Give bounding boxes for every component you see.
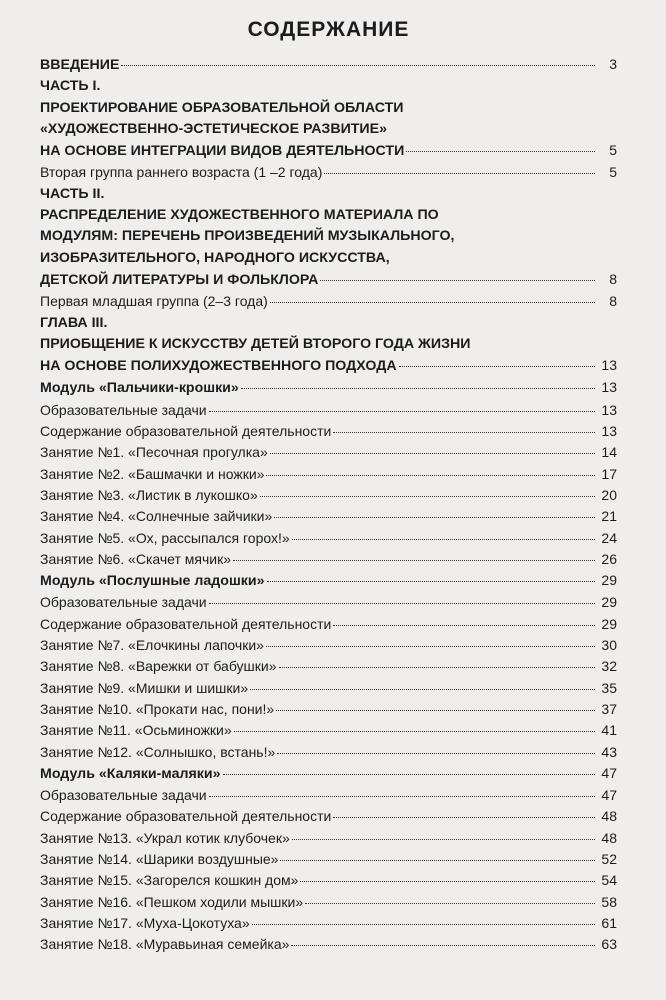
toc-entry-label: Модуль «Послушные ладошки» xyxy=(40,573,265,590)
toc-entry-label: Модуль «Каляки-маляки» xyxy=(40,765,221,782)
toc-entry-label: Образовательные задачи xyxy=(40,594,207,611)
toc-entry xyxy=(40,656,617,677)
dot-leader xyxy=(320,280,595,281)
dot-leader xyxy=(209,411,595,412)
toc-entry xyxy=(40,313,617,334)
dot-leader xyxy=(250,689,595,690)
toc-page-number: 47 xyxy=(601,787,617,804)
toc-entry-label: Занятие №18. «Муравьиная семейка» xyxy=(40,936,290,953)
toc-entry-label: Занятие №13. «Украл котик клубочек» xyxy=(40,829,290,846)
toc-entry-label: Образовательные задачи xyxy=(40,401,207,418)
dot-leader xyxy=(252,924,595,925)
toc-entry-label: Занятие №7. «Елочкины лапочки» xyxy=(40,637,264,654)
dot-leader xyxy=(121,65,595,66)
toc-page-number: 13 xyxy=(601,401,617,418)
toc-page-number: 41 xyxy=(601,722,617,739)
toc-page-number: 48 xyxy=(601,829,617,846)
toc-entry xyxy=(40,699,617,720)
toc-entry-label: Занятие №4. «Солнечные зайчики» xyxy=(40,508,273,525)
dot-leader xyxy=(292,539,595,540)
toc-entry-label: «ХУДОЖЕСТВЕННО-ЭСТЕТИЧЕСКОЕ РАЗВИТИЕ» xyxy=(40,120,387,137)
toc-entry-label: Занятие №2. «Башмачки и ножки» xyxy=(40,465,265,482)
toc-page-number: 30 xyxy=(601,637,617,654)
toc-entry xyxy=(40,76,617,97)
toc-entry xyxy=(40,614,617,635)
toc-page-number: 35 xyxy=(601,679,617,696)
toc-entry-label: Занятие №15. «Загорелся кошкин дом» xyxy=(40,872,299,889)
toc-entry xyxy=(40,549,617,570)
toc-page-number: 8 xyxy=(609,270,617,287)
dot-leader xyxy=(267,581,596,582)
toc-entry xyxy=(40,742,617,763)
toc-entry xyxy=(40,934,617,955)
toc-entry xyxy=(40,892,617,913)
dot-leader xyxy=(209,796,595,797)
dot-leader xyxy=(277,753,595,754)
dot-leader xyxy=(241,388,595,389)
toc-entry-label: ЧАСТЬ I. xyxy=(40,78,101,95)
toc-page-number: 26 xyxy=(601,550,617,567)
dot-leader xyxy=(291,945,595,946)
dot-leader xyxy=(260,496,595,497)
toc-entry xyxy=(40,421,617,442)
toc-entry-label: Содержание образовательной деятельности xyxy=(40,423,332,440)
toc-page-number: 63 xyxy=(601,936,617,953)
toc-page-number: 29 xyxy=(601,615,617,632)
dot-leader xyxy=(234,731,595,732)
toc-entry xyxy=(40,870,617,891)
toc-page-number: 37 xyxy=(601,700,617,717)
toc-entry xyxy=(40,184,617,205)
toc-entry-label: Занятие №12. «Солнышко, встань!» xyxy=(40,743,276,760)
toc-entry-label: ВВЕДЕНИЕ xyxy=(40,57,120,73)
toc-entry xyxy=(40,400,617,421)
toc-entry xyxy=(40,248,617,269)
toc-entry xyxy=(40,98,617,119)
toc-page-number: 8 xyxy=(609,293,617,310)
toc-entry-label: ЧАСТЬ II. xyxy=(40,185,105,202)
toc-entry-label: ДЕТСКОЙ ЛИТЕРАТУРЫ И ФОЛЬКЛОРА xyxy=(40,271,319,288)
toc-page-number: 5 xyxy=(609,164,617,181)
toc-entry xyxy=(40,570,617,592)
toc-entry xyxy=(40,54,617,76)
toc-entry-label: Занятие №11. «Осьминожки» xyxy=(40,722,232,739)
toc-entry xyxy=(40,763,617,785)
dot-leader xyxy=(209,603,595,604)
toc-page-number: 29 xyxy=(601,572,617,589)
toc-entry-label: ГЛАВА III. xyxy=(40,314,108,331)
toc-page-number: 21 xyxy=(601,508,617,525)
toc-entry xyxy=(40,806,617,827)
toc-page-number: 5 xyxy=(609,142,617,159)
toc-page-number: 14 xyxy=(601,444,617,461)
toc-list xyxy=(40,54,617,955)
toc-entry xyxy=(40,506,617,527)
toc-entry-label: НА ОСНОВЕ ИНТЕГРАЦИИ ВИДОВ ДЕЯТЕЛЬНОСТИ xyxy=(40,143,405,160)
toc-page-number: 52 xyxy=(601,850,617,867)
toc-entry xyxy=(40,785,617,806)
toc-entry-label: МОДУЛЯМ: ПЕРЕЧЕНЬ ПРОИЗВЕДЕНИЙ МУЗЫКАЛЬНОГО, xyxy=(40,228,455,245)
toc-entry xyxy=(40,849,617,870)
toc-entry-label: Занятие №1. «Песочная прогулка» xyxy=(40,444,268,461)
dot-leader xyxy=(266,646,595,647)
toc-entry-label: РАСПРЕДЕЛЕНИЕ ХУДОЖЕСТВЕННОГО МАТЕРИАЛА ПО xyxy=(40,207,439,224)
toc-entry xyxy=(40,162,617,183)
dot-leader xyxy=(406,151,595,152)
toc-page-number: 43 xyxy=(601,743,617,760)
toc-entry xyxy=(40,464,617,485)
toc-entry xyxy=(40,635,617,656)
toc-entry-label: Занятие №9. «Мишки и шишки» xyxy=(40,679,249,696)
dot-leader xyxy=(300,881,595,882)
toc-entry-label: Содержание образовательной деятельности xyxy=(40,808,332,825)
toc-page-number: 13 xyxy=(601,379,617,396)
toc-entry xyxy=(40,678,617,699)
toc-entry-label: НА ОСНОВЕ ПОЛИХУДОЖЕСТВЕННОГО ПОДХОДА xyxy=(40,358,397,375)
toc-page-number: 20 xyxy=(601,486,617,503)
toc-page-number: 32 xyxy=(601,658,617,675)
toc-entry xyxy=(40,485,617,506)
toc-entry-label: Занятие №16. «Пешком ходили мышки» xyxy=(40,893,304,910)
dot-leader xyxy=(305,903,595,904)
toc-entry xyxy=(40,720,617,741)
toc-page-number: 61 xyxy=(601,914,617,931)
toc-entry-label: Занятие №10. «Прокати нас, пони!» xyxy=(40,700,275,717)
toc-entry xyxy=(40,140,617,162)
toc-page-number: 47 xyxy=(601,764,617,781)
dot-leader xyxy=(399,366,595,367)
toc-entry xyxy=(40,226,617,247)
toc-page-number: 17 xyxy=(601,465,617,482)
toc-page-number: 54 xyxy=(601,872,617,889)
toc-entry xyxy=(40,334,617,355)
toc-entry-label: Занятие №14. «Шарики воздушные» xyxy=(40,850,279,867)
toc-page-number: 58 xyxy=(601,893,617,910)
dot-leader xyxy=(333,432,595,433)
toc-entry-label: Занятие №5. «Ох, рассыпался горох!» xyxy=(40,529,290,546)
toc-page-number: 29 xyxy=(601,594,617,611)
dot-leader xyxy=(270,453,595,454)
toc-entry-label: Вторая группа раннего возраста (1 –2 года) xyxy=(40,164,323,181)
toc-entry xyxy=(40,355,617,377)
toc-entry-label: ПРИОБЩЕНИЕ К ИСКУССТВУ ДЕТЕЙ ВТОРОГО ГОДА ЖИЗНИ xyxy=(40,335,471,352)
dot-leader xyxy=(223,774,595,775)
dot-leader xyxy=(266,475,595,476)
dot-leader xyxy=(280,860,595,861)
dot-leader xyxy=(274,517,595,518)
toc-entry xyxy=(40,528,617,549)
toc-entry xyxy=(40,913,617,934)
toc-entry-label: Занятие №3. «Листик в лукошко» xyxy=(40,486,258,503)
toc-entry-label: Занятие №6. «Скачет мячик» xyxy=(40,550,232,567)
toc-entry xyxy=(40,442,617,463)
dot-leader xyxy=(292,839,595,840)
toc-entry-label: Образовательные задачи xyxy=(40,787,207,804)
toc-entry-label: Занятие №17. «Муха-Цокотуха» xyxy=(40,914,250,931)
toc-entry xyxy=(40,205,617,226)
toc-page-number: 3 xyxy=(609,56,617,72)
dot-leader xyxy=(333,817,595,818)
toc-entry xyxy=(40,592,617,613)
dot-leader xyxy=(233,560,595,561)
toc-entry xyxy=(40,377,617,399)
toc-entry xyxy=(40,119,617,140)
dot-leader xyxy=(279,667,595,668)
toc-entry-label: Занятие №8. «Варежки от бабушки» xyxy=(40,658,277,675)
dot-leader xyxy=(270,302,595,303)
toc-entry-label: Содержание образовательной деятельности xyxy=(40,615,332,632)
toc-entry xyxy=(40,269,617,291)
toc-page-number: 24 xyxy=(601,529,617,546)
toc-entry xyxy=(40,828,617,849)
dot-leader xyxy=(324,173,595,174)
toc-page-number: 13 xyxy=(601,423,617,440)
page-title: СОДЕРЖАНИЕ xyxy=(247,18,410,41)
toc-page-number: 48 xyxy=(601,808,617,825)
toc-entry-label: ИЗОБРАЗИТЕЛЬНОГО, НАРОДНОГО ИСКУССТВА, xyxy=(40,249,390,266)
toc-entry-label: Первая младшая группа (2–3 года) xyxy=(40,293,268,310)
dot-leader xyxy=(333,625,595,626)
toc-entry xyxy=(40,291,617,312)
toc-entry-label: Модуль «Пальчики-крошки» xyxy=(40,380,239,397)
toc-entry-label: ПРОЕКТИРОВАНИЕ ОБРАЗОВАТЕЛЬНОЙ ОБЛАСТИ xyxy=(40,99,404,116)
toc-page-number: 13 xyxy=(601,357,617,374)
dot-leader xyxy=(276,710,595,711)
